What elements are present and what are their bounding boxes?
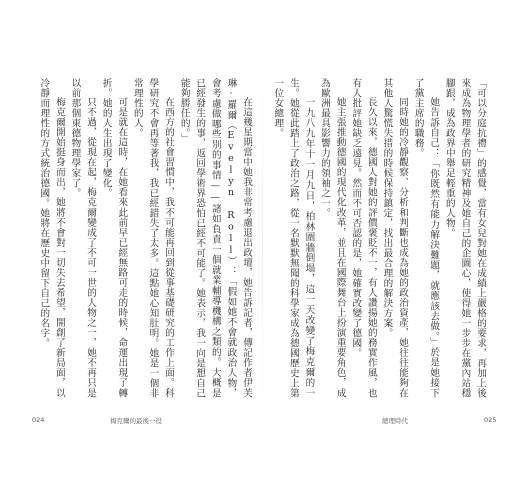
paragraph: 一九八九年十一月九日，柏林圍牆倒塌，這一天改變了梅克爾的一生。她從此踏上了政治之路，從一名默默無聞的科學家成為德國歷史上第一位女總理。: [272, 78, 315, 398]
paragraph: [34, 78, 36, 398]
left-page-body: [34, 78, 254, 398]
paragraph: 長久以來，德國人對她的評價褒貶不一，有人讚揚她的務實作風，也有人批評她缺乏遠見。然而不可否認的是，她確實改變了德國。: [350, 78, 377, 398]
right-page-number: 025: [484, 416, 497, 424]
left-page-number: 024: [32, 416, 45, 424]
right-page: [268, 70, 500, 410]
paragraph: 可是就在這時，在她看來此前早已經無路可走的時候，命運出現了轉折。她的人生出現了變化。: [100, 78, 128, 398]
paragraph: 在西方的社會習慣中，我不可能再回到從事基礎研究的工作上面。科學研究不會再等著我，我已經錯失了太多。這點她心知肚明。她是一個非常理性的人。: [131, 78, 175, 398]
left-page: [30, 70, 260, 410]
paragraph: 梅克爾開始挺身而出，她將不會對一切失去希望，開創了新局面，以冷靜而理性的方式統治德國。她將在歷史中留下自己的名字。: [38, 78, 65, 398]
paragraph: 她主張推動德國的現代化改革，並且在國際舞台上扮演重要角色，成為歐洲最具影響力的領袖之一。: [319, 78, 346, 398]
left-running-title: 梅克爾的最後一役: [110, 417, 162, 425]
book-gutter: [262, 60, 263, 430]
paragraph: 在這幾星期當中她我非常考慮退出政壇，她告訴記者，傳記作者伊芙琳·羅爾（Evelyn Roll）：「假如她不會就政治人物，會考慮做哪些別的事情——諸如負責一個就業輔導機構之類的。大概是已經發生的事，返回學術界恐怕已經不可能了。她表示，我一向是想自己能夠勝任的。」: [178, 78, 252, 398]
right-running-title: 總理時代: [382, 417, 408, 425]
paragraph: 同時她的冷靜觀察、分析和判斷也成為她的政治資產，她往往能夠在其他人驚慌失措的時候保持鎮定，找出最合理的解決方案。: [381, 78, 409, 398]
paragraph: 「可以分庭抗禮」的感覺，當有女兒對她在成績上嚴格的要求，再加上後來成為物理學者的研究精神及她自己的企圖心，使得她一步步在黨內站穩腳跟，成為政界中舉足輕重的人物。: [443, 78, 486, 398]
right-page-body: [272, 78, 488, 398]
paragraph: 她告訴自己：「你既然有能力解決難題，就應該去做。」於是她接下了黨主席的職務。: [412, 78, 440, 398]
paragraph: 只不過，從現在起，梅克爾變成了不可一世的人物之一，她不再只是以前那個東德物理學家了。: [69, 78, 97, 398]
